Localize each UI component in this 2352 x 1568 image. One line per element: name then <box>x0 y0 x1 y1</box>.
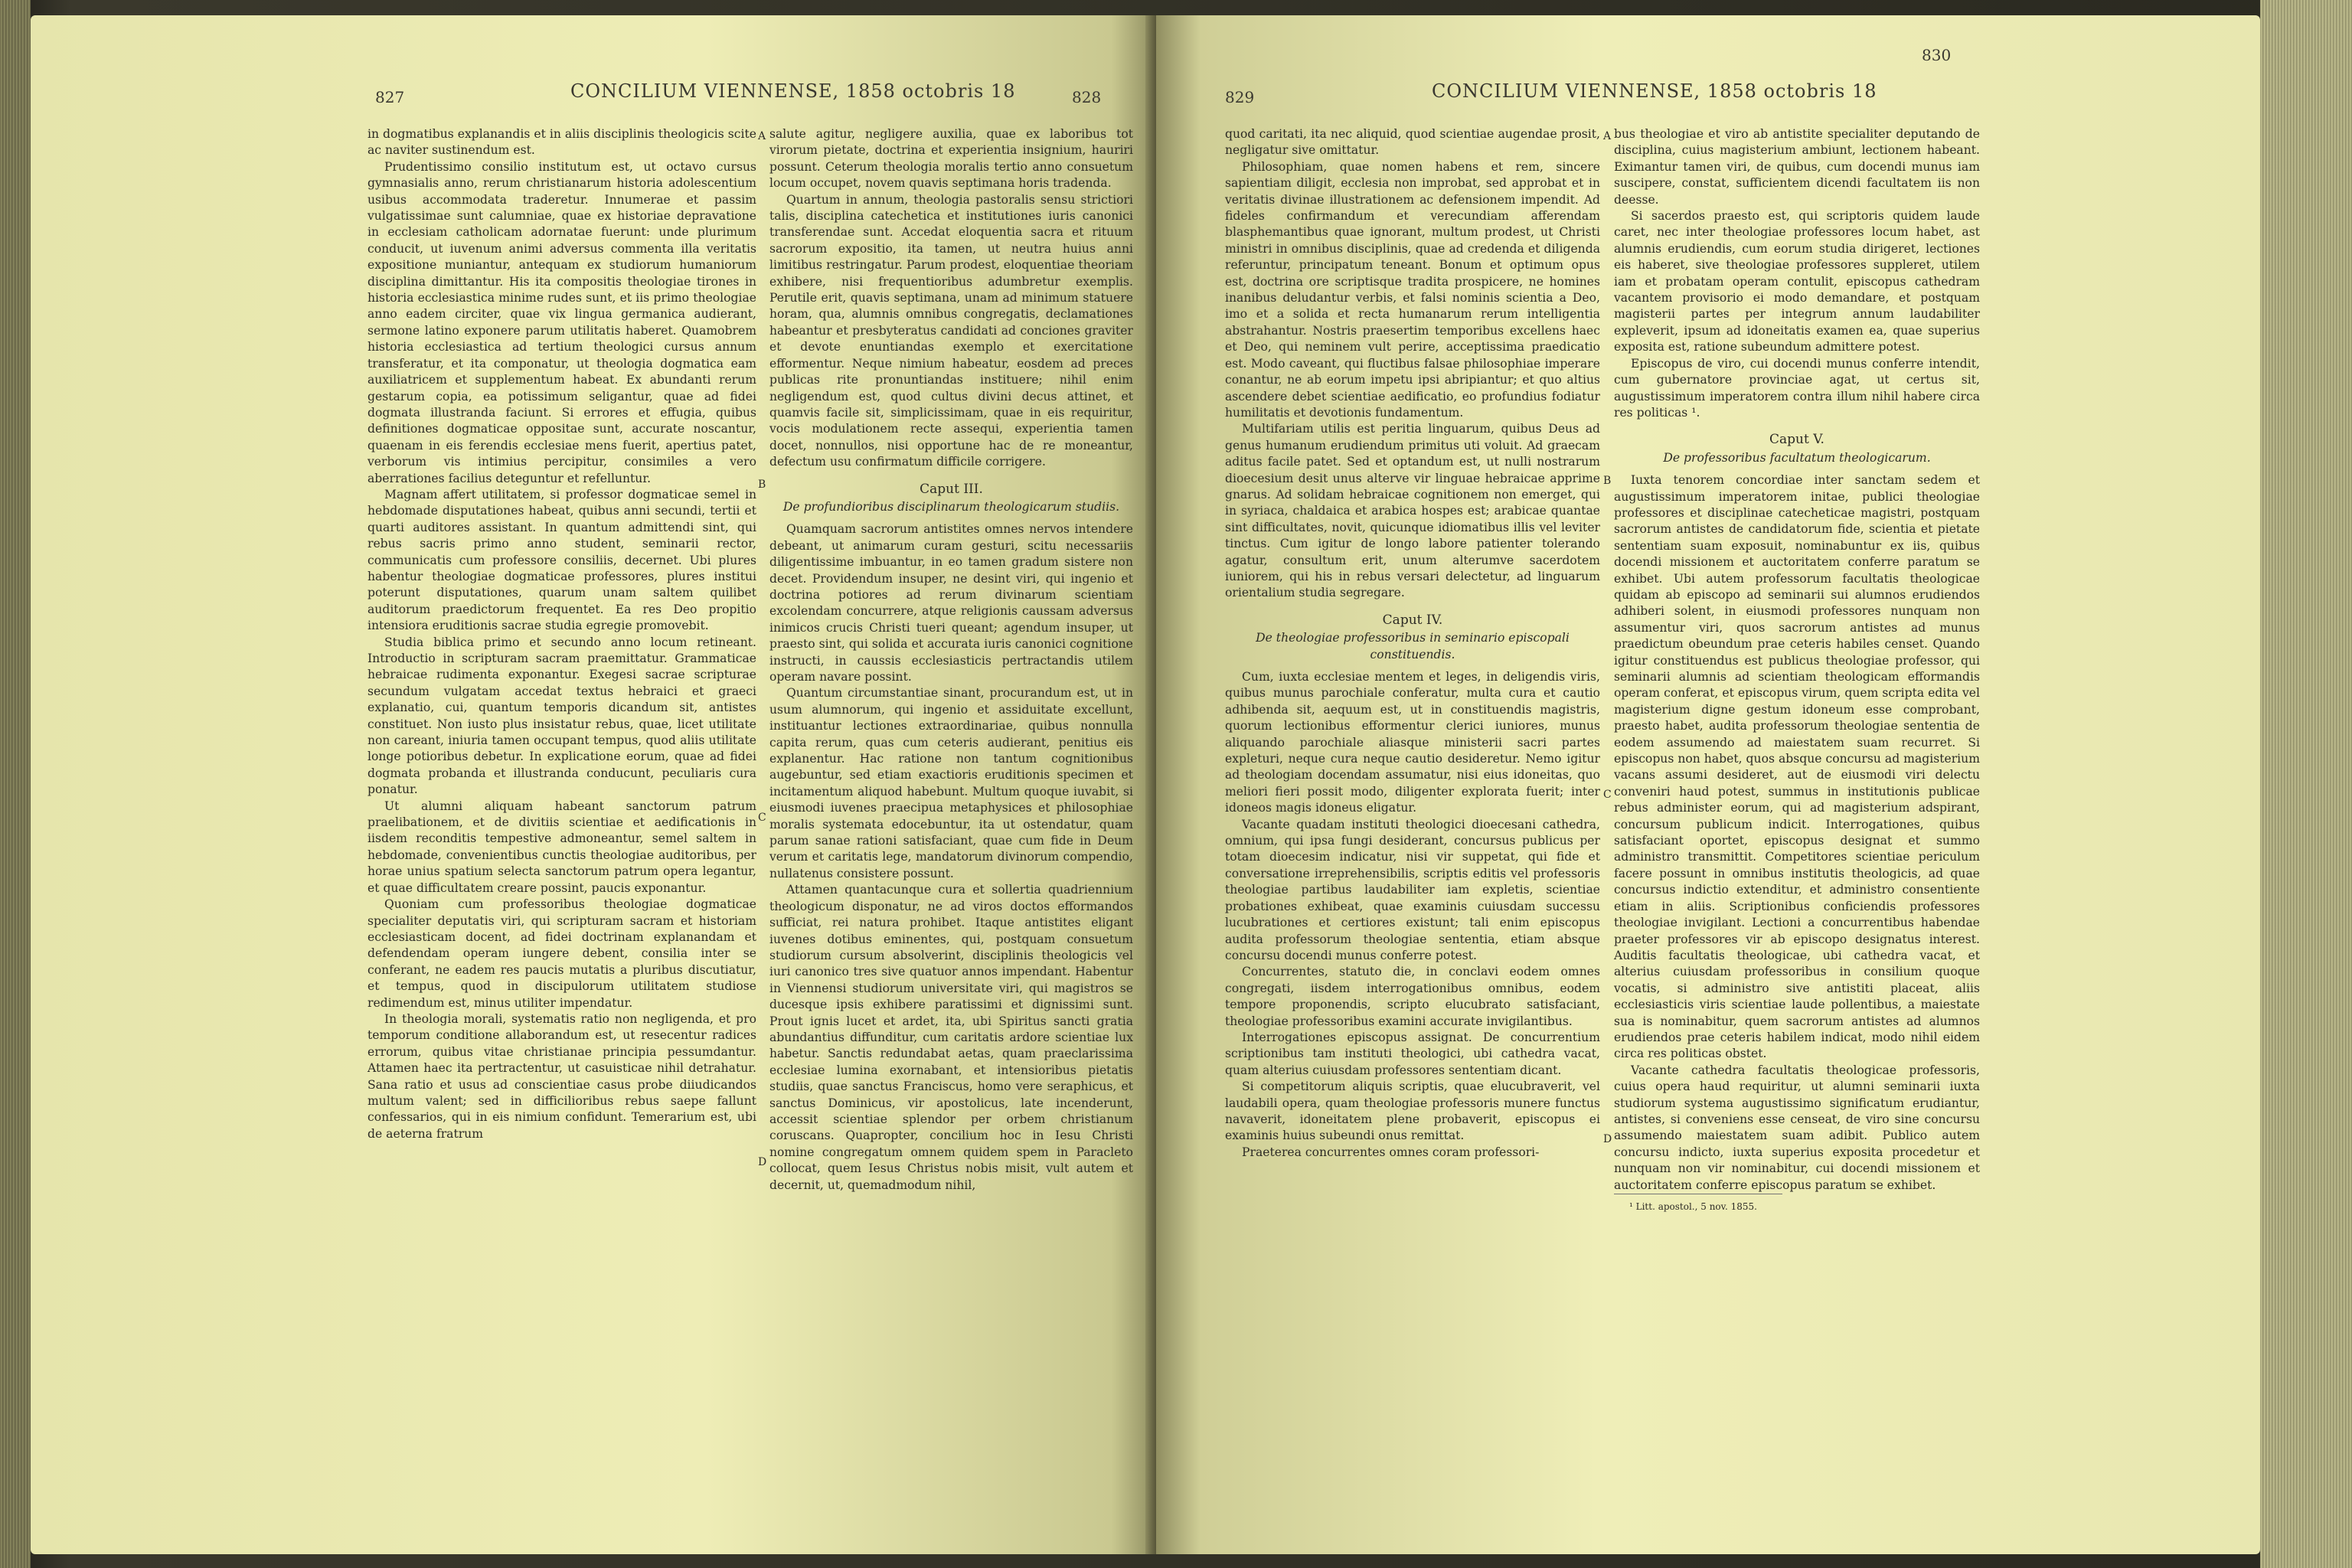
margin-marker-d: D <box>758 1156 767 1168</box>
left-page <box>31 15 1156 1554</box>
column-number-830: 830 <box>1922 46 1952 64</box>
paragraph: Multifariam utilis est peritia linguarum, quibus Deus ad genus humanum erudiendum primitus uti voluit. Ad graecam aditus facile patet. Sed et optandum est, ut nulli nostrarum dioecesium desit unus alterve vir linguae hebraicae apprime gnarus. Ad solidam hebraicae cognitionem non emerget, qui in syriaca, chaldaica et arabica hospes est; arabicae quantae sint difficultates, novit, quicunque idiomatibus illis vel leviter tinctus. Cum igitur de longo labore patienter tolerando agatur, consultum erit, unum alterumve sacerdotem iuniorem, qui his in rebus versari delectetur, ad linguarum orientalium studia segregare. <box>1225 422 1600 600</box>
paragraph: Ut alumni aliquam habeant sanctorum patrum praelibationem, et de divitiis scientiae et aedificationis in iisdem reconditis tempestive admoneantur, semel saltem in hebdomade, convenientibus cunctis theologiae auditoribus, per horae unius spatium selecta sanctorum patrum opera legantur, et quae difficultatem creare possint, paucis exponantur. <box>368 799 756 895</box>
paragraph: Quartum in annum, theologia pastoralis sensu strictiori talis, disciplina catechetica et institutiones iuris canonici transferendae sunt. Accedat eloquentia sacra et rituum sacrorum expositio, ita tamen, ut neutra huius anni limitibus restringatur. Parum prodest, eloquentiae theoriam exhibere, nisi frequentioribus adumbretur exemplis. Perutile erit, quavis septimana, unam ad minimum statuere horam, qua, alumnis omnibus congregatis, declamationes habeantur et presbyteratus candidati ad conciones graviter et devote enuntiandas exemplo et exercitatione efformentur. Neque nimium habeatur, eosdem ad preces publicas rite pronuntiandas instituere; nihil enim negligendum est, quod cultus divini decus attinet, et quamvis facile sit, simplicissimam, quae in eis requiritur, vocis modulationem recte assequi, experientia tamen docet, nonnullos, nisi opportune hac de re moneantur, defectum usu confirmatum difficile corrigere. <box>769 192 1133 469</box>
paragraph: Attamen quantacunque cura et sollertia quadriennium theologicum disponatur, ne ad viros doctos efformandos sufficiat, rei natura prohibet. Itaque antistites eligant iuvenes dotibus eminentes, qui, postquam consuetum studiorum cursum absolverint, disciplinis theologicis vel iuri canonico tres sive quatuor annos impendant. Habentur in Viennensi studiorum universitate viri, qui magistros se ducesque ipsis exhibere paratissimi et dignissimi sunt. Prout ignis lucet et ardet, ita, ubi Spiritus sancti gratia abundantius diffunditur, cum caritatis ardore scientiae lux habetur. Sanctis redundabat aetas, quam praeclarissima ecclesiae lumina exornabant, et intensioribus pietatis studiis, quae sanctus Franciscus, homo vere seraphicus, et sanctus Dominicus, vir apostolicus, late incenderunt, accessit scientiae splendor per orbem christianum coruscans. Quapropter, concilium hoc in Iesu Christi nomine congregatum omnem quidem spem in Paracleto collocat, quem Iesus Christus nobis misit, vult autem et decernit, ut, quemadmodum nihil, <box>769 883 1133 1192</box>
margin-marker-b: B <box>758 479 766 491</box>
paragraph: Concurrentes, statuto die, in conclavi eodem omnes congregati, iisdem interrogationibus omnibus, eodem tempore proponendis, scripto elucubrato satisfaciant, theologiae professoribus examini accurate invigilantibus. <box>1225 965 1600 1028</box>
paragraph: Prudentissimo consilio institutum est, ut octavo cursus gymnasialis anno, rerum christianarum historia adolescentium usibus accommodata traderetur. Innumerae et passim vulgatissimae sunt calumniae, quae ex historiae depravatione in ecclesiam catholicam adornatae fuerunt: unde plurimum conducit, ut iuvenum animi adversus commenta illa veritatis expositione muniantur, antequam ex studiorum humaniorum disciplina dimittantur. His ita compositis theologiae tirones in historia ecclesiastica minime rudes sunt, et iis primo theologiae anno eadem circiter, quae vix lingua germanica audierant, sermone latino exponere parum utilitatis haberet. Quamobrem historia ecclesiastica ad tertium theologici cursus annum transferatur, et ita componatur, ut theologia dogmatica eam auxiliatricem et supplementum habeat. Ex abundanti rerum gestarum copia, ea potissimum seligantur, quae ad fidei dogmata illustranda faciunt. Si errores et effugia, quibus definitiones dogmaticae oppositae sunt, accurate noscantur, quaenam in eis ferendis ecclesiae mens fuerit, apertius patet, verborum vis intimius percipitur, consimiles a vero aberrationes facilius deteguntur et refelluntur. <box>368 159 756 485</box>
paragraph: Philosophiam, quae nomen habens et rem, sincere sapientiam diligit, ecclesia non improbat, sed approbat et in veritatis divinae illustrationem ac defensionem impendit. Ad fideles confirmandum et verecundiam afferendam blasphemantibus quae ignorant, multum prodest, ut Christi ministri in omnibus disciplinis, quae ad credenda et diligenda referuntur, principatum teneant. Bonum et optimum opus est, doctrina ore scriptisque tradita prospicere, ne homines inanibus deludantur verbis, et falsi nominis scientia a Deo, imo et a solida et recta humanarum rerum intelligentia abstrahantur. Nostris praesertim temporibus excellens haec et Deo, qui neminem vult perire, acceptissima praedicatio est. Modo caveant, qui fluctibus falsae philosophiae imperare conantur, ne ab eorum impetu ipsi abripiantur; et quo altius ascendere debet scientiae aedificatio, eo profundius fodiatur humilitatis et devotionis fundamentum. <box>1225 159 1600 420</box>
margin-marker-c-right: C <box>1603 789 1612 801</box>
page-edges-left <box>0 0 31 1568</box>
margin-marker-b-right: B <box>1603 475 1612 487</box>
paragraph: Cum, iuxta ecclesiae mentem et leges, in deligendis viris, quibus munus parochiale conferatur, multa cura et cautio adhibenda sit, aequum est, ut in constituendis magistris, quorum lectionibus efformentur clerici iuniores, munus aliquando parochiale aliasque ministerii sacri partes expleturi, neque cura neque cautio desideretur. Nemo igitur ad theologiam docendam assumatur, nisi eius idoneitas, quo meliori fieri possit modo, diligenter explorata fuerit; inter idoneos magis idoneus eligatur. <box>1225 670 1600 815</box>
right-column-a <box>1225 126 1600 1161</box>
paragraph: salute agitur, negligere auxilia, quae ex laboribus tot virorum pietate, doctrina et experientia insignium, hauriri possunt. Ceterum theologia moralis tertio anno consuetum locum occupet, novem quavis septimana horis tradenda. <box>769 127 1133 191</box>
left-column-b <box>769 126 1133 1194</box>
caput-iii-subtitle: De profundioribus disciplinarum theologicarum studiis. <box>782 499 1120 514</box>
paragraph: Vacante quadam instituti theologici dioecesani cathedra, omnium, qui ipsa fungi desiderant, concursus publicus per totam dioecesim indicatur, nisi vir suppetat, qui fide et conversatione irreprehensibilis, scriptis editis vel professoris theologiae partibus laudabiliter iam expletis, scientiae probationes exhibeat, quae examinis cuiusdam successu lucubrationes et certiores existunt; tali enim episcopus audita professorum theologiae sententia, etiam absque concursu docendi munus conferre potest. <box>1225 817 1600 962</box>
paragraph: Vacante cathedra facultatis theologicae professoris, cuius opera haud requiritur, ut alumni seminarii iuxta studiorum systema augustissimo significatum erudiantur, antistes, si conveniens esse censeat, de viro sine concursu assumendo maiestatem suam adibit. Publico autem concursu indicto, iuxta superius exposita procedetur et nunquam non vir nominabitur, cui docendi missionem et auctoritatem conferre episcopus paratum se exhibet. <box>1614 1063 1980 1192</box>
paragraph: Si competitorum aliquis scriptis, quae elucubraverit, vel laudabili opera, quam theologiae professoris munere functus navaverit, idoneitatem plene probaverit, episcopus ei examinis huius subeundi onus remittat. <box>1225 1080 1600 1143</box>
paragraph: Studia biblica primo et secundo anno locum retineant. Introductio in scripturam sacram praemittatur. Grammaticae hebraicae rudimenta exponantur. Exegesi sacrae scripturae secundum vulgatam accedat textus hebraici et graeci explanatio, cui, quantum temporis dicandum sit, antistes constituet. Non iusto plus insistatur rebus, quae, licet utilitate non careant, iniuria tamen occupant tempus, quod aliis utilitate longe potioribus debetur. In explicatione eorum, quae ad fidei dogmata probanda et illustranda conducunt, peculiaris cura ponatur. <box>368 635 756 797</box>
margin-marker-a-right: A <box>1603 130 1612 142</box>
right-page <box>1156 15 2260 1554</box>
paragraph: Quoniam cum professoribus theologiae dogmaticae specialiter deputatis viri, qui scripturam sacram et historiam ecclesiasticam docent, ad fidei doctrinam explanandam et defendendam operam iungere debent, consilia inter se conferant, ne eadem res paucis mutatis a pluribus discutiatur, et tempus, quod in discipulorum utilitatem studiose redimendum est, minus utiliter impendatur. <box>368 897 756 1010</box>
paragraph: Iuxta tenorem concordiae inter sanctam sedem et augustissimum imperatorem initae, publici theologiae professores et disciplinae catecheticae magistri, postquam sacrorum antistes de candidatorum fide, scientia et pietate sententiam suam exposuit, nominabuntur ex iis, quibus docendi missionem et auctoritatem conferre paratum se exhibet. Ubi autem professorum facultatis theologicae quidam ab episcopo ad seminarii sui alumnos erudiendos adhiberi solent, in eiusmodi professores nunquam non assumentur viri, quos sacrorum antistes ad munus praedictum obeundum prae ceteris habiles censet. Quando igitur constituendus est publicus theologiae professor, qui seminarii alumnis ad scientiam theologicam efformandis operam conferat, et episcopus virum, quem scripta edita vel magisterium digne gestum idoneum esse comprobant, praesto habet, audita professorum theologiae sententia de eodem assumendo ad maiestatem suam recurret. Si episcopus non habet, quos absque concursu ad magisterium vacans assumi desideret, aut de eiusmodi viri delectu conveniri haud potest, summus in institutionis publicae rebus administer eorum, qui ad magisterium adspirant, concursum publicum indicit. Interrogationes, quibus satisfaciant oportet, episcopus designat et summo administro transmittit. Competitores scientiae periculum facere possunt in omnibus institutis theologicis, ad quae concursus indictio extenditur, et administro consentiente etiam in aliis. Scriptionibus conficiendis professores theologiae invigilant. Lectioni a concurrentibus habendae praeter professores vir ab episcopo designatus interest. Auditis facultatis theologicae, ubi cathedra vacat, et alterius cuiusdam professoribus in consilium quoque vocatis, si administro sive antistiti placeat, aliis ecclesiasticis viris scientiae laude pollentibus, a maiestate sua is nominabitur, quem sacrorum antistes ad alumnos erudiendos prae ceteris habilem indicat, modo nihil eidem circa res politicas obstet. <box>1614 473 1980 1061</box>
paragraph: Magnam affert utilitatem, si professor dogmaticae semel in hebdomade disputationes habeat, quibus anni secundi, tertii et quarti auditores assistant. In quantum admittendi sint, qui rebus sacris primo anno student, seminarii rector, communicatis cum professore consiliis, decernet. Ubi plures habentur theologiae dogmaticae professores, plures institui poterunt disputationes, quarum unam saltem quilibet auditorum praedictorum frequentet. Ea res Deo propitio intensiora eruditionis sacrae studia egregie promovebit. <box>368 487 756 633</box>
caput-iv-title: Caput IV. <box>1382 612 1443 628</box>
paragraph: Episcopus de viro, cui docendi munus conferre intendit, cum gubernatore provinciae agat, ut certus sit, augustissimum imperatorem contra illum nihil habere circa res politicas ¹. <box>1614 356 1980 420</box>
paragraph: Si sacerdos praesto est, qui scriptoris quidem laude caret, nec inter theologiae professores locum habet, ast alumnis erudiendis, cum eorum studia dirigeret, lectiones eis haberet, sive theologiae professores suppleret, utilem iam et probatam operam contulit, episcopus cathedram vacantem provisorio ei modo demandare, et postquam magisterii partes per integrum annum laudabiliter expleverit, ipsum ad idoneitatis examen ea, quae superius exposita est, ratione subeundum admittere potest. <box>1614 209 1980 354</box>
column-number-828: 828 <box>1072 88 1102 106</box>
paragraph: In theologia morali, systematis ratio non negligenda, et pro temporum conditione allaborandum est, ut resecentur radices errorum, quibus vitae christianae principia pessumdantur. Attamen haec ita pertractentur, ut casuisticae nihil detrahatur. Sana ratio et usus ad conscientiae casus probe diiudicandos multum valent; sed in difficilioribus rebus saepe fallunt confessarios, qui in eis nimium confidunt. Temerarium est, ubi de aeterna fratrum <box>368 1011 756 1141</box>
column-number-827: 827 <box>375 88 405 106</box>
column-number-829: 829 <box>1225 88 1255 106</box>
paragraph: bus theologiae et viro ab antistite specialiter deputando de disciplina, cuius magisterium ambiunt, lectionem habeant. Eximantur tamen viri, de quibus, cum docendi munus iam suscipere, constat, sufficientem dicendi facultatem iis non deesse. <box>1614 127 1980 207</box>
page-edges-right <box>2260 0 2352 1568</box>
margin-marker-a: A <box>758 130 766 142</box>
paragraph: quod caritati, ita nec aliquid, quod scientiae augendae prosit, negligatur sive omittatur. <box>1225 127 1600 158</box>
paragraph: Interrogationes episcopus assignat. De concurrentium scriptionibus tam instituti theologici, ubi cathedra vacat, quam alterius cuiusdam professores sententiam dicant. <box>1225 1030 1600 1077</box>
caput-v-title: Caput V. <box>1769 432 1824 448</box>
running-head-left: CONCILIUM VIENNENSE, 1858 octobris 18 <box>570 80 1016 102</box>
margin-marker-c: C <box>758 812 766 824</box>
footnote: ¹ Litt. apostol., 5 nov. 1855. <box>1614 1194 1782 1215</box>
paragraph: Quantum circumstantiae sinant, procurandum est, ut in usum alumnorum, qui ingenio et assiduitate excellunt, instituantur lectiones extraordinariae, quibus nonnulla capita rerum, quas cum ceteris audierant, penitius eis explanentur. Hac ratione non tantum cognitionibus augebuntur, sed etiam exactioris eruditionis specimen et incitamentum aliquod habebunt. Multum quoque iuvabit, si eiusmodi iuvenes praecipua metaphysices et philosophiae moralis systemata edocebuntur, ita ut ostendatur, quam parum sanae rationi satisfaciant, quae cum fide in Deum verum et caritatis lege, mandatorum divinorum compendio, nullatenus consistere possunt. <box>769 686 1133 880</box>
paragraph: in dogmatibus explanandis et in aliis disciplinis theologicis scite ac naviter sustinendum est. <box>368 127 756 158</box>
caput-iii-title: Caput III. <box>920 481 983 497</box>
paragraph: Praeterea concurrentes omnes coram professori- <box>1242 1145 1540 1159</box>
running-head-right: CONCILIUM VIENNENSE, 1858 octobris 18 <box>1432 80 1877 102</box>
caput-iv-subtitle: De theologiae professoribus in seminario episcopali constituendis. <box>1256 631 1570 662</box>
paragraph: Quamquam sacrorum antistites omnes nervos intendere debeant, ut animarum curam gesturi, scitu necessariis diligentissime imbuantur, in eo tamen gradum sistere non decet. Providendum insuper, ne desint viri, qui ingenio et doctrina potiores ad rerum divinarum scientiam excolendam concurrere, atque religionis caussam adversus inimicos crucis Christi tueri queant; agendum insuper, ut praesto sint, qui solida et accurata iuris canonici cognitione instructi, in caussis ecclesiasticis pertractandis utilem operam navare possint. <box>769 522 1133 684</box>
caput-v-subtitle: De professoribus facultatum theologicarum. <box>1663 450 1931 465</box>
left-column-a <box>368 126 756 1142</box>
margin-marker-d-right: D <box>1603 1133 1612 1145</box>
right-column-b <box>1614 126 1980 1215</box>
